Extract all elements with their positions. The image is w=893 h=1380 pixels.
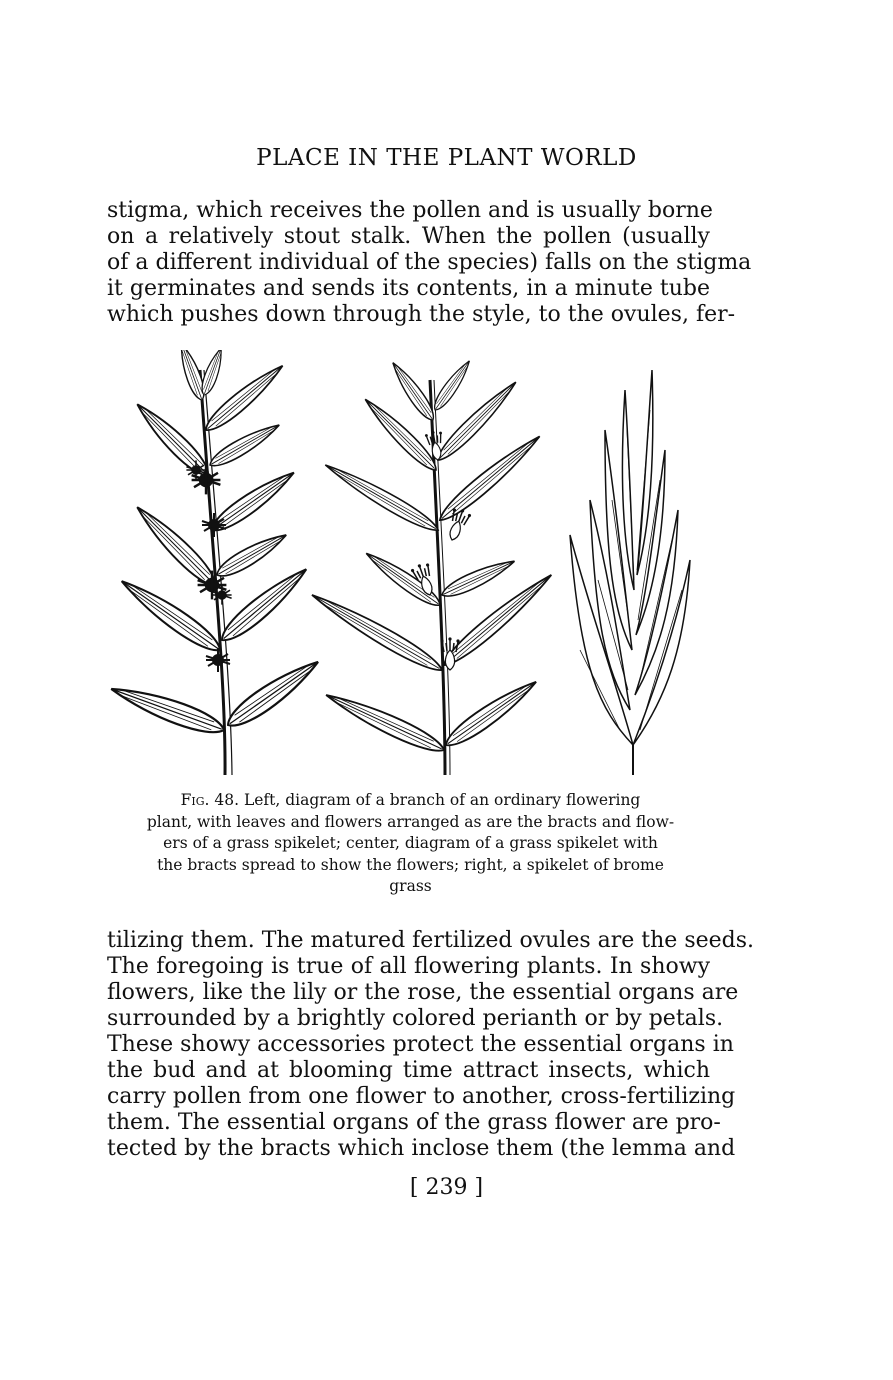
text-line: of a different individual of the species) falls on the stigma (107, 250, 752, 275)
body-text-bottom (107, 928, 755, 1162)
text-line: the bud and at blooming time attract insects, which (107, 1058, 710, 1083)
text-line: tected by the bracts which inclose them (the lemma and (107, 1136, 736, 1161)
text-line: stigma, which receives the pollen and is usually borne (107, 198, 713, 223)
right-brome-spikelet-drawing (570, 370, 690, 775)
text-line: which pushes down through the style, to the ovules, fer- (107, 302, 736, 327)
text-line: carry pollen from one flower to another, cross-fertilizing (107, 1084, 736, 1109)
caption-line: the bracts spread to show the flowers; right, a spikelet of brome (157, 855, 664, 874)
figure-caption (133, 790, 688, 898)
caption-line (133, 790, 688, 812)
text-line: them. The essential organs of the grass flower are pro- (107, 1110, 721, 1135)
body-text-top (107, 198, 752, 328)
figure-48-illustration (100, 350, 700, 780)
caption-line: ers of a grass spikelet; center, diagram of a grass spikelet with (163, 834, 658, 852)
text-line: flowers, like the lily or the rose, the essential organs are (107, 980, 739, 1005)
page-number: [ 239 ] (409, 1175, 484, 1200)
caption-line: grass (389, 877, 432, 895)
caption-line: plant, with leaves and flowers arranged as are the bracts and flow- (146, 812, 675, 831)
center-spikelet-drawing (308, 357, 557, 775)
left-plant-drawing (108, 350, 324, 775)
text-line: tilizing them. The matured fertilized ovules are the seeds. (107, 928, 755, 953)
running-head: PLACE IN THE PLANT WORLD (256, 145, 637, 171)
text-line: on a relatively stout stalk. When the pollen (usually (107, 224, 710, 249)
text-line: These showy accessories protect the essential organs in (107, 1032, 734, 1057)
text-line: The foregoing is true of all flowering plants. In showy (107, 954, 710, 979)
figure-label: Fig. 48. (180, 791, 240, 809)
text-line: surrounded by a brightly colored perianth or by petals. (107, 1006, 724, 1031)
text-line: it germinates and sends its contents, in a minute tube (107, 276, 710, 301)
caption-text: Left, diagram of a branch of an ordinary flowering (243, 791, 641, 809)
